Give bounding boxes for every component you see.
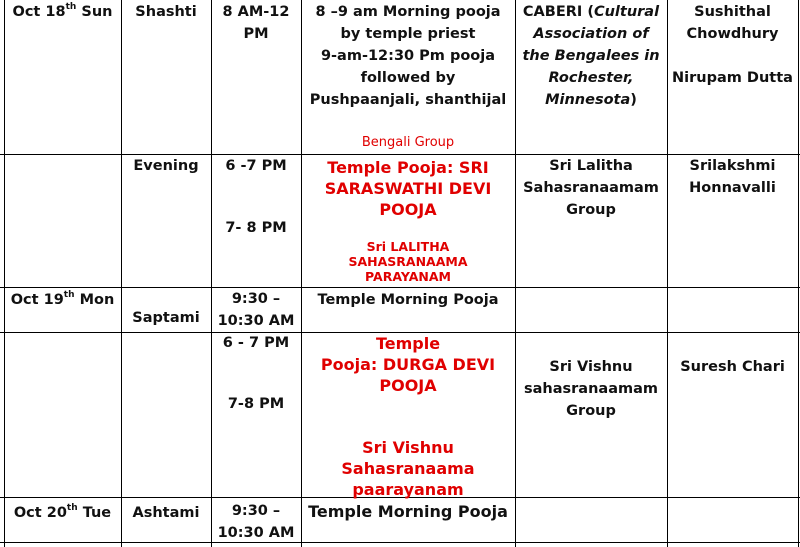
- tithi-cell: Shashti: [135, 4, 197, 20]
- row-divider: [0, 542, 800, 543]
- date-cell: Oct 19th Mon: [10, 290, 115, 308]
- time-cell: 6 - 7 PM: [222, 335, 290, 351]
- program-cell: Temple Morning Pooja: [308, 502, 508, 521]
- program-main: Temple Pooja: SRI SARASWATHI DEVI POOJA: [324, 158, 492, 219]
- column-divider: [798, 0, 799, 547]
- sponsor-cell: Sushithal Chowdhury Nirupam Dutta: [672, 4, 793, 86]
- column-divider: [211, 0, 212, 547]
- tithi-cell: Saptami: [132, 310, 200, 326]
- time-cell: 8 AM-12 PM: [222, 4, 290, 42]
- sponsor-cell: Srilakshmi Honnavalli: [689, 158, 776, 196]
- column-divider: [121, 0, 122, 547]
- date-cell: Oct 18th Sun: [12, 2, 113, 20]
- date-cell: Oct 20th Tue: [13, 503, 112, 521]
- program-sub: Sri Vishnu Sahasranaama paarayanam: [341, 438, 475, 499]
- program-sub: Sri LALITHA SAHASRANAAMA PARAYANAM: [348, 239, 468, 284]
- organizer-cell: Sri Lalitha Sahasranaamam Group: [523, 158, 659, 218]
- program-cell: Temple Morning Pooja: [317, 292, 499, 308]
- row-divider: [0, 287, 800, 288]
- organizer-cell: CABERI (Cultural Association of the Bengalees in Rochester, Minnesota): [522, 4, 660, 108]
- time-cell: 6 -7 PM: [225, 158, 287, 174]
- time-cell: 9:30 – 10:30 AM: [217, 291, 295, 329]
- column-divider: [4, 0, 5, 547]
- program-cell: 8 –9 am Morning pooja by temple priest 9-am-12:30 Pm pooja followed by Pushpaanjali, shanthijal: [309, 4, 507, 108]
- sponsor-cell: Suresh Chari: [680, 359, 785, 375]
- time-cell: 9:30 – 10:30 AM: [217, 503, 295, 541]
- organizer-cell: Sri Vishnu sahasranaamam Group: [524, 359, 658, 419]
- time-cell: 7-8 PM: [227, 396, 285, 412]
- program-note: Bengali Group: [361, 135, 455, 150]
- time-cell: 7- 8 PM: [225, 220, 287, 236]
- tithi-cell: Ashtami: [132, 505, 200, 521]
- tithi-cell: Evening: [133, 158, 199, 174]
- program-main: Temple Pooja: DURGA DEVI POOJA: [320, 334, 496, 395]
